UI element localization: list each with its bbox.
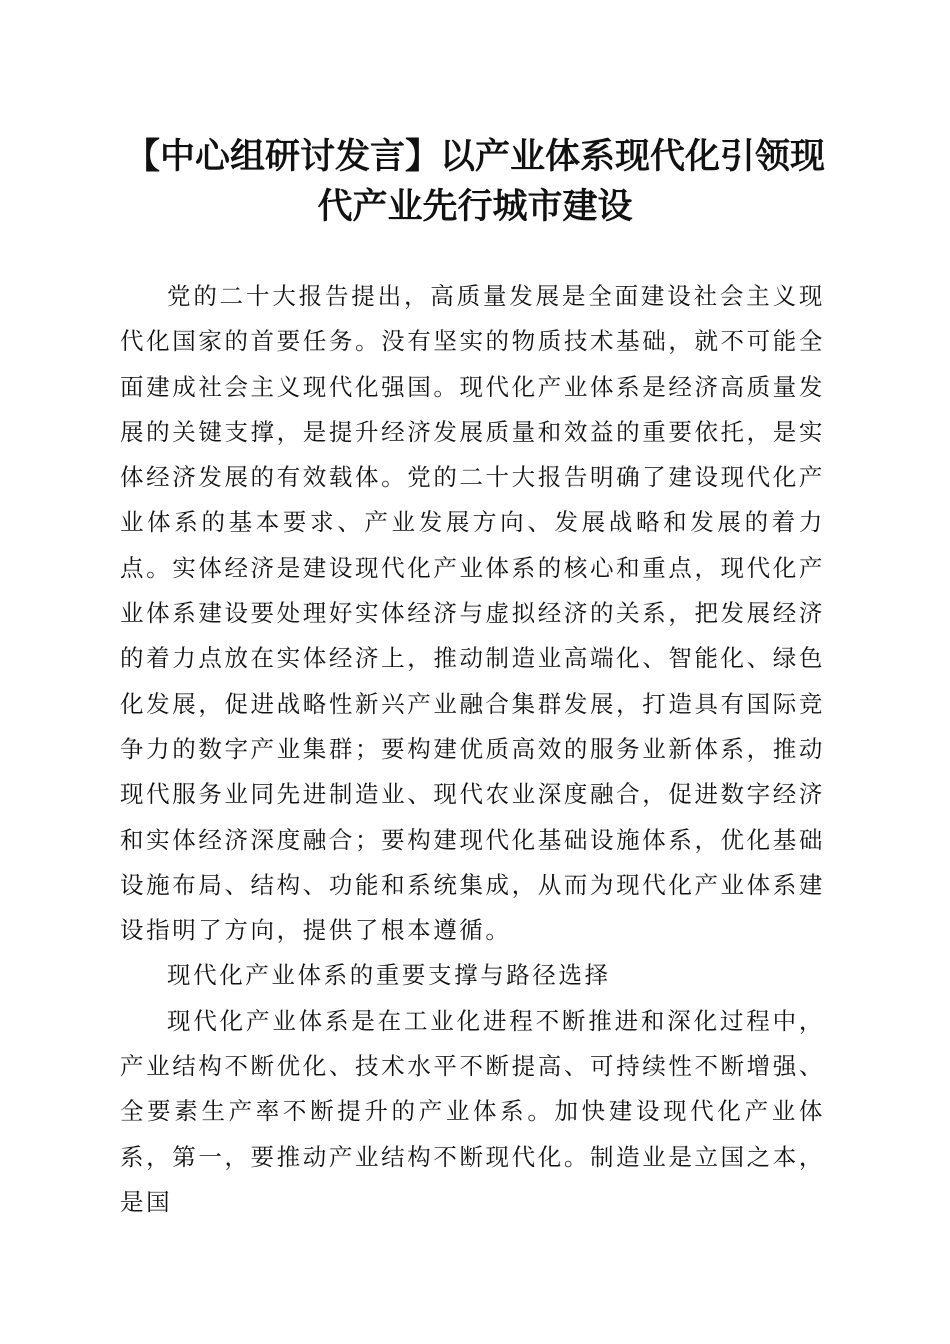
paragraph-section-1: 现代化产业体系是在工业化进程不断推进和深化过程中，产业结构不断优化、技术水平不断提高、可持续性不断增强、全要素生产率不断提升的产业体系。加快建设现代化产业体系，第一，要推动产业结构不断现代化。制造业是立国之本，是国 <box>120 1006 825 1216</box>
paragraph-intro: 党的二十大报告提出，高质量发展是全面建设社会主义现代化国家的首要任务。没有坚实的物质技术基础，就不可能全面建成社会主义现代化强国。现代化产业体系是经济高质量发展的关键支撑，是提升经济发展质量和效益的重要依托，是实体经济发展的有效载体。党的二十大报告明确了建设现代化产业体系的基本要求、产业发展方向、发展战略和发展的着力点。实体经济是建设现代化产业体系的核心和重点，现代化产业体系建设要处理好实体经济与虚拟经济的关系，把发展经济的着力点放在实体经济上，推动制造业高端化、智能化、绿色化发展，促进战略性新兴产业融合集群发展，打造具有国际竞争力的数字产业集群；要构建优质高效的服务业新体系，推动现代服务业同先进制造业、现代农业深度融合，促进数字经济和实体经济深度融合；要构建现代化基础设施体系，优化基础设施布局、结构、功能和系统集成，从而为现代化产业体系建设指明了方向，提供了根本遵循。 <box>120 282 825 945</box>
document-title: 【中心组研讨发言】以产业体系现代化引领现代产业先行城市建设 <box>124 137 825 227</box>
document-body <box>120 274 825 1225</box>
section-heading: 现代化产业体系的重要支撑与路径选择 <box>167 961 611 990</box>
